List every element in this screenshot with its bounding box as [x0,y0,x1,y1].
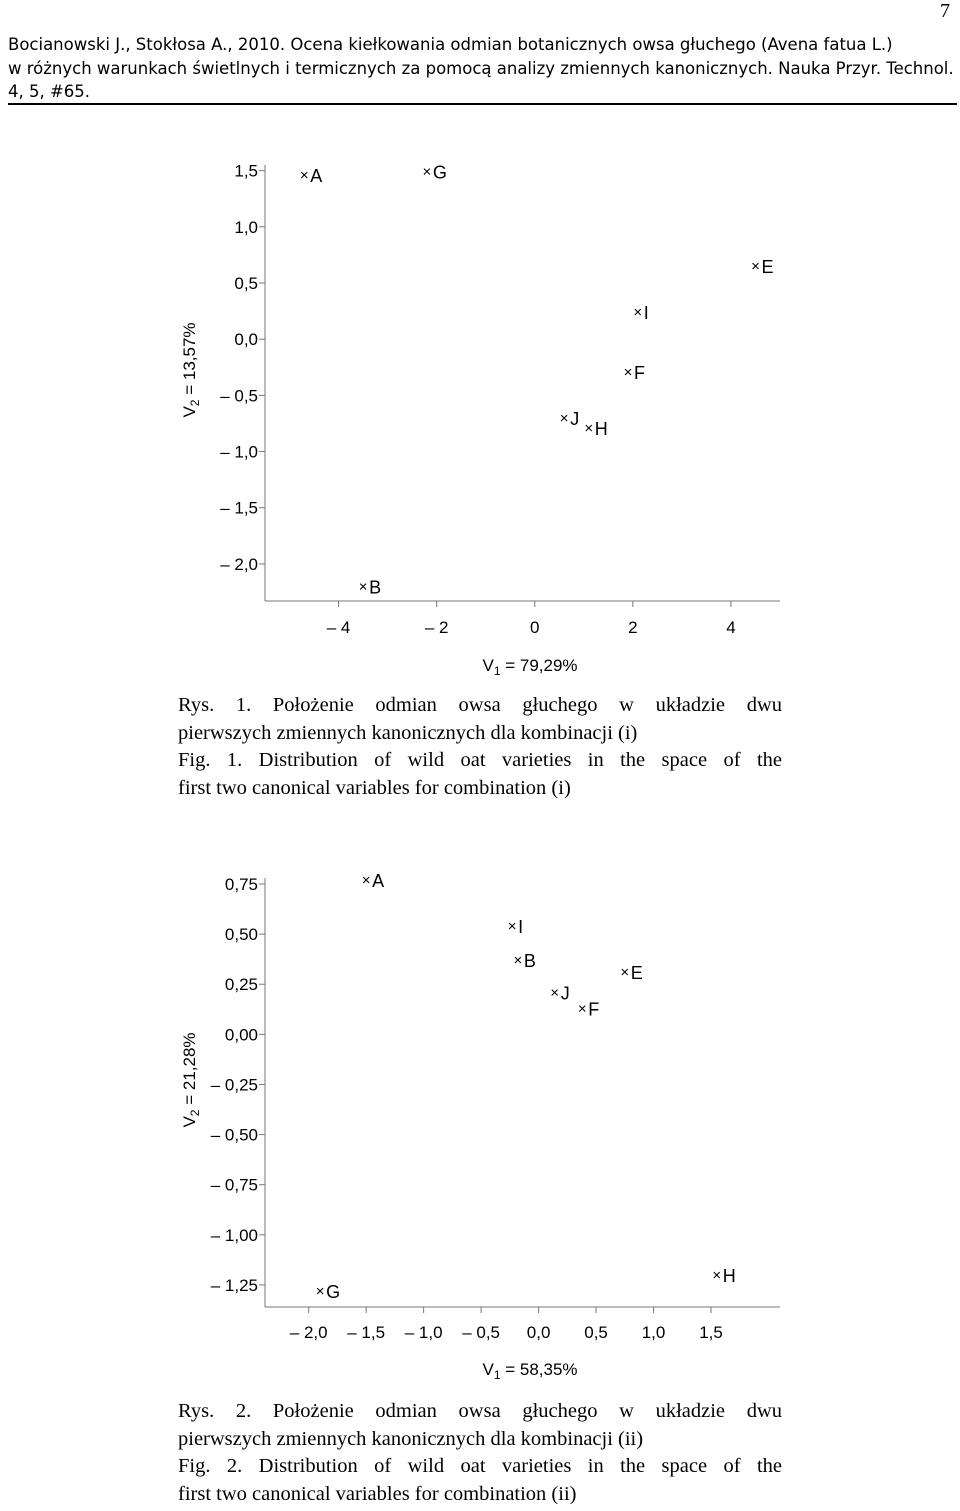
data-point-marker: × [550,984,560,1002]
data-point-label: G [432,162,447,183]
data-point-label: J [570,408,580,429]
data-point-marker: × [315,1282,325,1300]
data-point-marker: × [358,578,368,596]
y-tick-label: 1,0 [234,217,258,237]
y-tick-label: – 0,75 [210,1175,258,1195]
figure-2-caption [178,1398,782,1508]
figure-1-caption [178,692,782,802]
caption-en-2: first two canonical variables for combination (ii) [178,1482,577,1505]
y-tick-label: – 0,5 [220,386,258,406]
caption-en-1: Fig. 1. Distribution of wild oat varieties in the space of the [178,749,782,771]
x-axis-label: $V_1 = 79,29\%$ [482,656,578,678]
y-tick-label: 1,5 [234,161,258,181]
data-point-label: H [594,418,608,439]
data-point-label: A [310,166,323,187]
x-tick-label: – 2,0 [289,1323,328,1342]
x-tick-label: – 2 [424,618,449,637]
x-tick-label: – 1,5 [347,1323,386,1342]
y-tick-label: – 2,0 [220,554,258,574]
data-point-marker: × [299,167,309,185]
data-point-label: F [633,362,645,383]
y-tick-label: 0,00 [224,1025,258,1045]
y-tick-label: – 1,25 [210,1275,258,1295]
data-point-label: J [560,983,570,1004]
header-rule [8,103,957,105]
caption-pl-2: pierwszych zmiennych kanonicznych dla kombinacji (ii) [178,1427,644,1450]
x-axis-label: $V_1 = 58,35\%$ [482,1360,578,1382]
x-tick-label: 1,0 [641,1323,666,1342]
caption-pl-1: Rys. 2. Położenie odmian owsa głuchego w układzie dwu [178,1400,782,1422]
citation-line-1: Bocianowski J., Stokłosa A., 2010. Ocena kiełkowania odmian botanicznych owsa głuchego (Avena fatua L.) [8,35,893,54]
data-point-marker: × [559,409,569,427]
x-tick-label: 0 [530,618,540,637]
data-point-marker: × [623,363,633,381]
data-point-label: B [523,951,536,972]
page-number: 7 [940,0,950,22]
scatter-chart-1-svg [0,130,960,685]
x-tick-label: – 1,0 [404,1323,443,1342]
data-point-marker: × [751,258,760,276]
x-tick-label: 0,0 [526,1323,551,1342]
data-point-label: G [326,1281,341,1302]
citation-header [8,33,956,104]
y-axis-label: $V_2 = 21,28\%$ [180,1032,202,1128]
data-point-marker: × [633,304,643,322]
x-tick-label: 1,5 [699,1323,723,1342]
data-point-marker: × [584,419,594,437]
x-tick-label: 4 [726,618,736,637]
scatter-chart-1 [0,130,960,685]
y-tick-label: 0,5 [234,273,258,293]
data-point-marker: × [513,952,523,970]
citation-line-2: w różnych warunkach świetlnych i termicznych za pomocą analizy zmiennych kanonicznych. Nauka Przyr. Technol. [8,58,954,78]
y-tick-label: – 0,50 [210,1125,258,1145]
data-point-label: A [372,871,385,892]
data-point-label: F [588,999,600,1020]
data-point-label: E [761,257,774,278]
y-tick-label: – 0,25 [210,1075,258,1095]
scatter-chart-2 [0,850,960,1395]
y-tick-label: 0,0 [234,330,258,350]
caption-pl-2: pierwszych zmiennych kanonicznych dla kombinacji (i) [178,721,638,744]
data-point-label: E [630,963,643,984]
citation-line-3: 4, 5, #65. [8,82,91,101]
data-point-label: I [643,303,649,324]
data-point-marker: × [620,964,630,982]
caption-pl-1: Rys. 1. Położenie odmian owsa głuchego w układzie dwu [178,694,782,716]
data-point-label: H [722,1265,736,1286]
scatter-chart-2-svg [0,850,960,1395]
x-tick-label: 2 [628,618,638,637]
data-point-marker: × [507,918,517,936]
y-tick-label: – 1,0 [220,442,258,462]
x-tick-label: – 0,5 [462,1323,501,1342]
y-tick-label: – 1,5 [220,498,258,518]
caption-en-1: Fig. 2. Distribution of wild oat varieties in the space of the [178,1455,782,1477]
data-point-marker: × [422,163,432,181]
caption-en-2: first two canonical variables for combination (i) [178,776,571,799]
x-tick-label: 0,5 [584,1323,608,1342]
y-tick-label: 0,50 [224,925,258,945]
y-tick-label: 0,75 [224,875,258,895]
data-point-label: I [518,917,524,938]
y-tick-label: – 1,00 [210,1225,258,1245]
x-tick-label: – 4 [326,618,351,637]
data-point-label: B [369,577,382,598]
data-point-marker: × [361,872,371,890]
y-tick-label: 0,25 [224,975,258,995]
y-axis-label: $V_2 = 13,57\%$ [180,322,202,418]
data-point-marker: × [712,1266,722,1284]
data-point-marker: × [577,1000,587,1018]
